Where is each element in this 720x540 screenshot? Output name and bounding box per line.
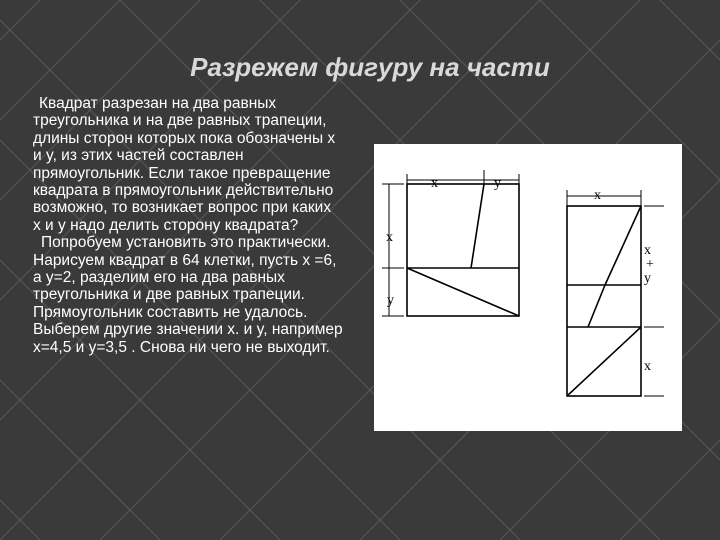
- paragraph-1: Квадрат разрезан на два равных треугольника и на две равных трапеции, длины сторон которых пока обозначены x и y, из этих частей составлен прямоугольник. Если такое превращение квадрата в прямоугольник действительно возможно, то возникает вопрос при каких x и y надо делить сторону квадрата?: [33, 95, 336, 234]
- square-top-x-label: x: [431, 176, 438, 191]
- rectangle-right-bottom-x-label: x: [644, 359, 651, 374]
- dissection-diagram: [374, 144, 682, 431]
- rectangle-outline: [567, 206, 641, 396]
- rectangle-right-y-label: y: [644, 271, 651, 286]
- rectangle-diagonal-middle: [588, 285, 605, 327]
- rectangle-right-x-label: x: [644, 243, 651, 258]
- rectangle-right-plus-label: +: [646, 257, 654, 272]
- square-left-x-label: x: [386, 230, 393, 245]
- slide-title: Разрежем фигуру на части: [190, 52, 550, 82]
- rectangle-diagonal-lower: [567, 327, 641, 396]
- rectangle-top-x-label: x: [594, 188, 601, 203]
- square-diagonal-cut: [407, 268, 519, 316]
- square-top-y-label: y: [494, 176, 501, 191]
- rectangle-diagonal-upper: [605, 206, 641, 285]
- slide-body-text: [33, 95, 343, 356]
- figure-panel: [374, 144, 682, 431]
- square-left-y-label: y: [387, 293, 394, 308]
- square-trapezoid-cut: [471, 184, 484, 268]
- paragraph-2: Попробуем установить это практически. Нарисуем квадрат в 64 клетки, пусть x =6, а y=2, разделим его на два равных треугольника и две равных трапеции. Прямоугольник составить не удалось. Выберем другие значении x. и y, например x=4,5 и y=3,5 . Снова ни чего не выходит.: [33, 234, 343, 356]
- square-outline: [407, 184, 519, 316]
